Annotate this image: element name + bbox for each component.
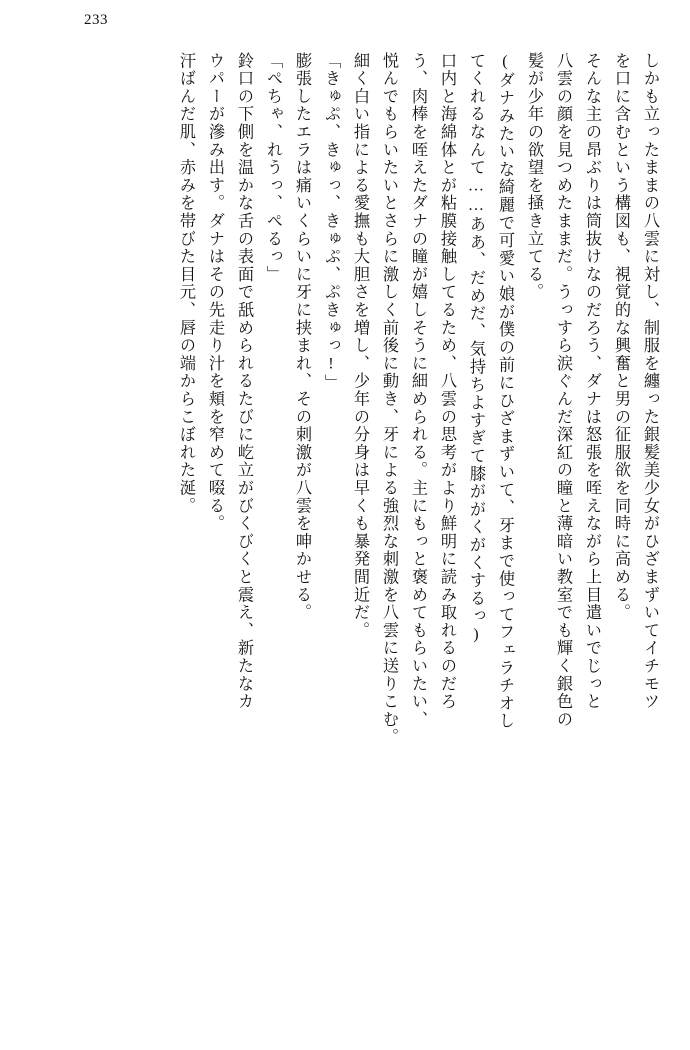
text-line: そんな主の昂ぶりは筒抜けなのだろう、ダナは怒張を咥えながら上目遣いでじっと bbox=[583, 52, 601, 711]
page-number: 233 bbox=[84, 12, 108, 28]
text-line: しかも立ったままの八雲に対し、制服を纏った銀髪美少女がひざまずいてイチモツ bbox=[641, 52, 659, 711]
text-line: 細く白い指による愛撫も大胆さを増し、少年の分身は早くも暴発間近だ。 bbox=[351, 52, 369, 640]
text-line: を口に含むという構図も、視覚的な興奮と男の征服欲を同時に高める。 bbox=[612, 52, 630, 622]
text-line: ウパーが滲み出す。ダナはその先走り汁を頬を窄めて啜る。 bbox=[206, 52, 224, 533]
text-line: 「ぺちゃ、れうっ、ぺるっ」 bbox=[264, 52, 282, 284]
text-line: 鈴口の下側を温かな舌の表面で舐められるたびに屹立がびくびくと震え、新たなカ bbox=[235, 52, 253, 711]
text-line: てくれるなんて……ああ、だめだ、気持ちよすぎて膝ががくがくするっ) bbox=[467, 52, 485, 645]
text-line: 八雲の顔を見つめたままだ。うっすら涙ぐんだ深紅の瞳と薄暗い教室でも輝く銀色の bbox=[554, 52, 572, 729]
text-line: 汗ばんだ肌、赤みを帯びた目元、唇の端からこぼれた涎。 bbox=[177, 52, 195, 515]
text-line: う、肉棒を咥えたダナの瞳が嬉しそうに細められる。主にもっと褒めてもらいたい、 bbox=[409, 52, 427, 729]
text-line: 膨張したエラは痛いくらいに牙に挟まれ、その刺激が八雲を呻かせる。 bbox=[293, 52, 311, 622]
text-line: 「きゅぷ、きゅっ、きゅぷ、ぷきゅっ!」 bbox=[322, 52, 340, 392]
text-line: 悦んでもらいたいとさらに激しく前後に動き、牙による強烈な刺激を八雲に送りこむ。 bbox=[380, 52, 398, 747]
vertical-text-body bbox=[24, 52, 664, 1022]
text-line: 口内と海綿体とが粘膜接触してるため、八雲の思考がより鮮明に読み取れるのだろ bbox=[438, 52, 456, 711]
text-line: 髪が少年の欲望を掻き立てる。 bbox=[525, 52, 543, 302]
text-line: (ダナみたいな綺麗で可愛い娘が僕の前にひざまずいて、牙まで使ってフェラチオし bbox=[496, 52, 514, 731]
